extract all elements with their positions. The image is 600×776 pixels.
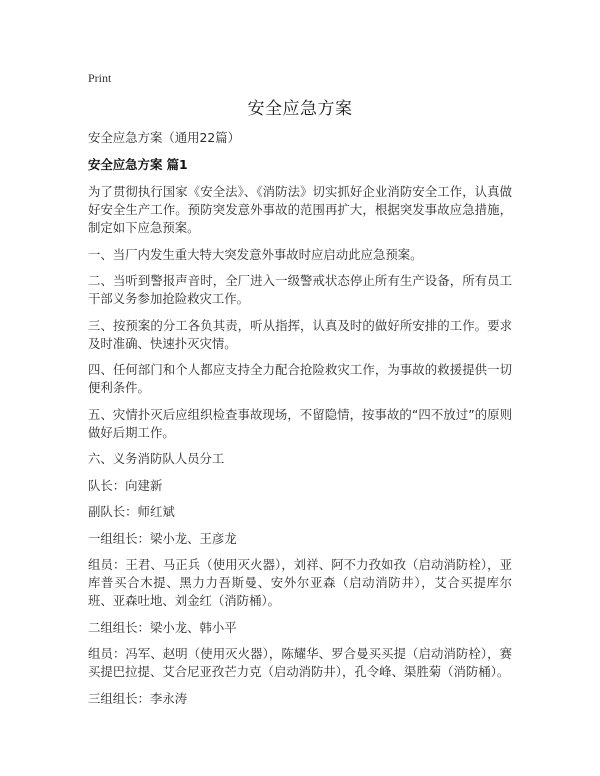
- document-subtitle: 安全应急方案（通用22篇）: [88, 130, 241, 145]
- group-3-leaders: 三组组长：李永涛: [88, 690, 188, 706]
- clause-5: 五、灾情扑灭后应组织检查事故现场，不留隐情，按事故的“四不放过”的原则做好后期工作。: [88, 406, 512, 440]
- print-label[interactable]: Print: [88, 71, 112, 85]
- group-2-leaders: 二组组长：梁小龙、韩小平: [88, 619, 237, 635]
- clause-3: 三、按预案的分工各负其责，听从指挥，认真及时的做好所安排的工作。要求及时准确、快速扑灭灾情。: [88, 317, 512, 351]
- clause-6-heading: 六、义务消防队人员分工: [88, 451, 225, 466]
- section-heading: 安全应急方案 篇1: [88, 157, 188, 172]
- group-1-leaders: 一组组长：梁小龙、王彦龙: [88, 530, 237, 546]
- team-captain: 队长：向建新: [88, 477, 163, 493]
- document-body: [88, 183, 512, 708]
- document-title: 安全应急方案: [247, 99, 353, 119]
- team-vice-captain: 副队长：师红斌: [88, 504, 175, 519]
- clause-4: 四、任何部门和个人都应支持全力配合抢险救灾工作，为事故的救援提供一切便利条件。: [88, 362, 512, 395]
- clause-2: 二、当听到警报声音时，全厂进入一级警戒状态停止所有生产设备，所有员工干部义务参加抢险救灾工作。: [88, 273, 512, 306]
- clause-1: 一、当厂内发生重大特大突发意外事故时应启动此应急预案。: [88, 246, 423, 262]
- document-page: [88, 70, 512, 716]
- intro-paragraph: 为了贯彻执行国家《安全法》、《消防法》切实抓好企业消防安全工作，认真做好安全生产工作。预防突发意外事故的范围再扩大，根据突发事故应急措施，制定如下应急预案。: [88, 184, 512, 235]
- group-1-members: 组员：王君、马正兵（使用灭火器），刘祥、阿不力孜如孜（启动消防栓），亚库普买合木提、黑力力吾斯曼、安外尔亚森（启动消防井），艾合买提库尔班、亚森吐地、刘金红（消防桶）。: [88, 557, 512, 608]
- group-2-members: 组员：冯军、赵明（使用灭火器），陈耀华、罗合曼买买提（启动消防栓），赛买提巴拉提、艾合尼亚孜芒力克（启动消防井），孔令峰、渠胜菊（消防桶）。: [88, 646, 512, 679]
